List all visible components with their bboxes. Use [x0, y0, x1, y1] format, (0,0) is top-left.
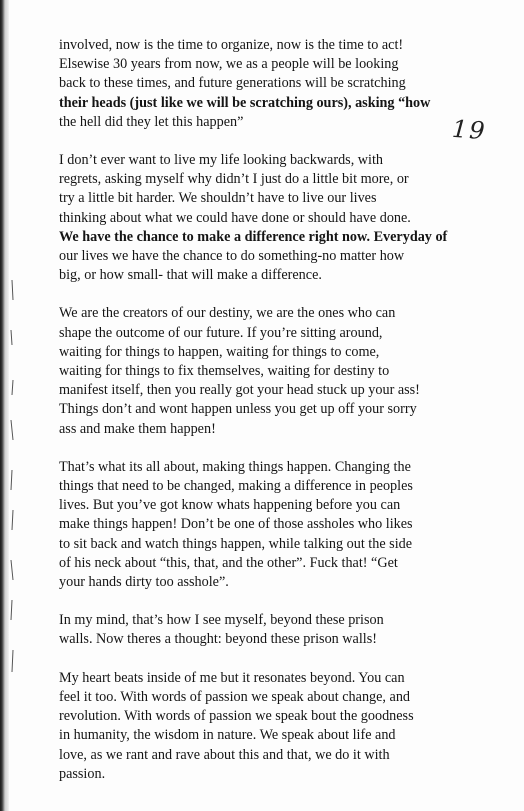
paragraph: [59, 669, 479, 784]
text-line: their heads (just like we will be scratching ours), asking “how: [59, 94, 431, 111]
text-line: your hands dirty too asshole”.: [59, 574, 229, 591]
text-line: That’s what its all about, making things happen. Changing the: [59, 458, 411, 475]
text-line: thinking about what we could have done or should have done.: [59, 209, 411, 226]
text-line: to sit back and watch things happen, while talking out the side: [59, 535, 413, 552]
text-line: Elsewise 30 years from now, we as a people will be looking: [59, 56, 399, 73]
binding-edge: [0, 0, 9, 811]
text-line: make things happen! Don’t be one of those assholes who likes: [59, 516, 413, 533]
text-line: feel it too. With words of passion we speak about change, and: [59, 688, 411, 705]
paragraph: [59, 304, 479, 438]
page-number: 19: [451, 114, 488, 146]
text-line: things that need to be changed, making a difference in peoples: [59, 478, 413, 495]
paragraph: [59, 36, 479, 132]
text-line: I don’t ever want to live my life looking backwards, with: [59, 152, 384, 169]
text-line: the hell did they let this happen”: [59, 113, 244, 130]
text-line: We are the creators of our destiny, we are the ones who can: [59, 305, 396, 322]
text-line: involved, now is the time to organize, now is the time to act!: [59, 37, 404, 53]
text-line: passion.: [59, 765, 106, 782]
text-line: back to these times, and future generations will be scratching: [59, 75, 406, 92]
text-line: revolution. With words of passion we speak bout the goodness: [59, 708, 414, 725]
text-line: regrets, asking myself why didn’t I just do a little bit more, or: [59, 171, 409, 188]
binding-marks: [10, 0, 22, 811]
paragraph: [59, 458, 479, 592]
text-line: In my mind, that’s how I see myself, beyond these prison: [59, 612, 384, 629]
text-line: Things don’t and wont happen unless you get up off your sorry: [59, 401, 417, 418]
text-line: in humanity, the wisdom in nature. We speak about life and: [59, 727, 396, 744]
text-line: We have the chance to make a difference right now. Everyday of: [59, 228, 448, 245]
paragraph: [59, 151, 479, 285]
text-line: manifest itself, then you really got your head stuck up your ass!: [59, 382, 420, 399]
paragraph: [59, 611, 479, 649]
text-line: walls. Now theres a thought: beyond these prison walls!: [59, 631, 377, 648]
text-line: shape the outcome of our future. If you’re sitting around,: [59, 324, 383, 341]
text-line: of his neck about “this, that, and the other”. Fuck that! “Get: [59, 554, 398, 571]
text-line: lives. But you’ve got know whats happening before you can: [59, 497, 401, 514]
text-line: ass and make them happen!: [59, 420, 216, 437]
text-line: try a little bit harder. We shouldn’t have to live our lives: [59, 190, 377, 207]
text-line: big, or how small- that will make a difference.: [59, 267, 322, 284]
text-line: waiting for things to happen, waiting for things to come,: [59, 343, 380, 360]
body-text: [59, 36, 479, 803]
text-line: My heart beats inside of me but it resonates beyond. You can: [59, 669, 405, 686]
text-line: love, as we rant and rave about this and that, we do it with: [59, 746, 390, 763]
text-line: our lives we have the chance to do something-no matter how: [59, 248, 405, 265]
text-line: waiting for things to fix themselves, waiting for destiny to: [59, 363, 390, 380]
